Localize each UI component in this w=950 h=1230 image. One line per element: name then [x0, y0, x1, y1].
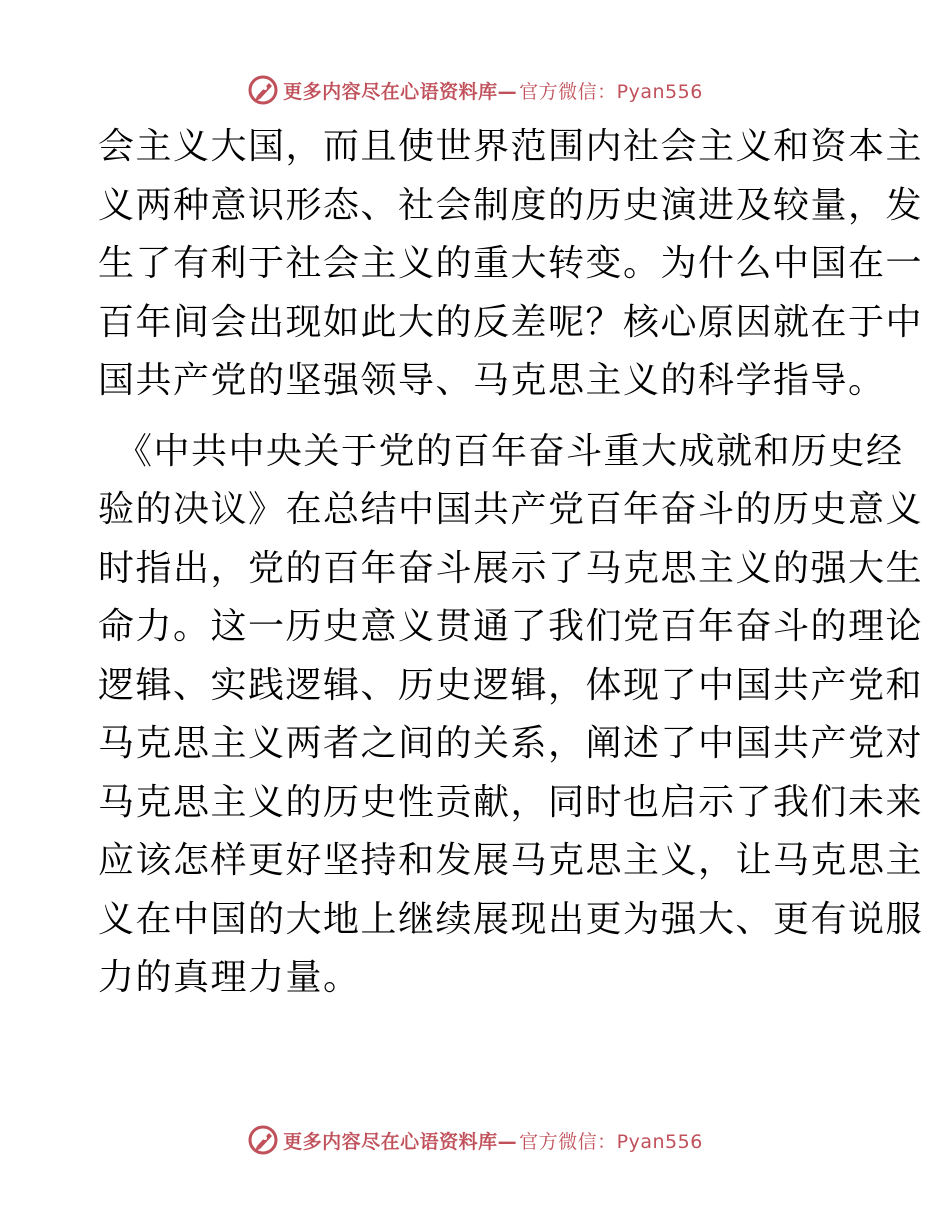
text-line: 时指出，党的百年奋斗展示了马克思主义的强大生 [98, 547, 924, 589]
text-line: 生了有利于社会主义的重大转变。为什么中国在一 [98, 243, 924, 284]
text-line: 力的真理力量。 [98, 957, 361, 998]
text-line: 验的决议》在总结中国共产党百年奋斗的历史意义 [98, 489, 924, 530]
pen-circle-logo-icon [247, 74, 279, 106]
document-body [98, 118, 924, 1008]
footer-banner [0, 1120, 950, 1160]
text-line: 百年间会出现如此大的反差呢？核心原因就在于中 [98, 301, 924, 343]
header-wechat-id: 官方微信：Pyan556 [519, 80, 703, 103]
header-banner [0, 70, 950, 110]
pen-circle-logo-icon [247, 1124, 279, 1156]
text-line: 逻辑、实践逻辑、历史逻辑，体现了中国共产党和 [98, 664, 924, 706]
paragraph-2 [98, 423, 924, 1008]
text-line: 国共产党的坚强领导、马克思主义的科学指导。 [98, 360, 886, 401]
text-line: 会主义大国，而且使世界范围内社会主义和资本主 [98, 126, 924, 167]
paragraph-spacer [98, 411, 858, 423]
header-banner-text: 更多内容尽在心语资料库— 官方微信：Pyan556 [283, 80, 703, 103]
footer-banner-text: 更多内容尽在心语资料库— 官方微信：Pyan556 [283, 1130, 703, 1153]
text-line: 马克思主义的历史性贡献，同时也启示了我们未来 [98, 781, 924, 823]
text-line: 应该怎样更好坚持和发展马克思主义，让马克思主 [98, 840, 924, 881]
text-line: 马克思主义两者之间的关系，阐述了中国共产党对 [98, 723, 924, 764]
text-line: 义两种意识形态、社会制度的历史演进及较量，发 [98, 184, 924, 226]
text-line: 《中共中央关于党的百年奋斗重大成就和历史经 [116, 430, 904, 472]
text-line: 义在中国的大地上继续展现出更为强大、更有说服 [98, 898, 924, 940]
footer-wechat-id: 官方微信：Pyan556 [519, 1130, 703, 1153]
text-line: 命力。这一历史意义贯通了我们党百年奋斗的理论 [98, 606, 924, 647]
paragraph-1 [98, 118, 924, 411]
